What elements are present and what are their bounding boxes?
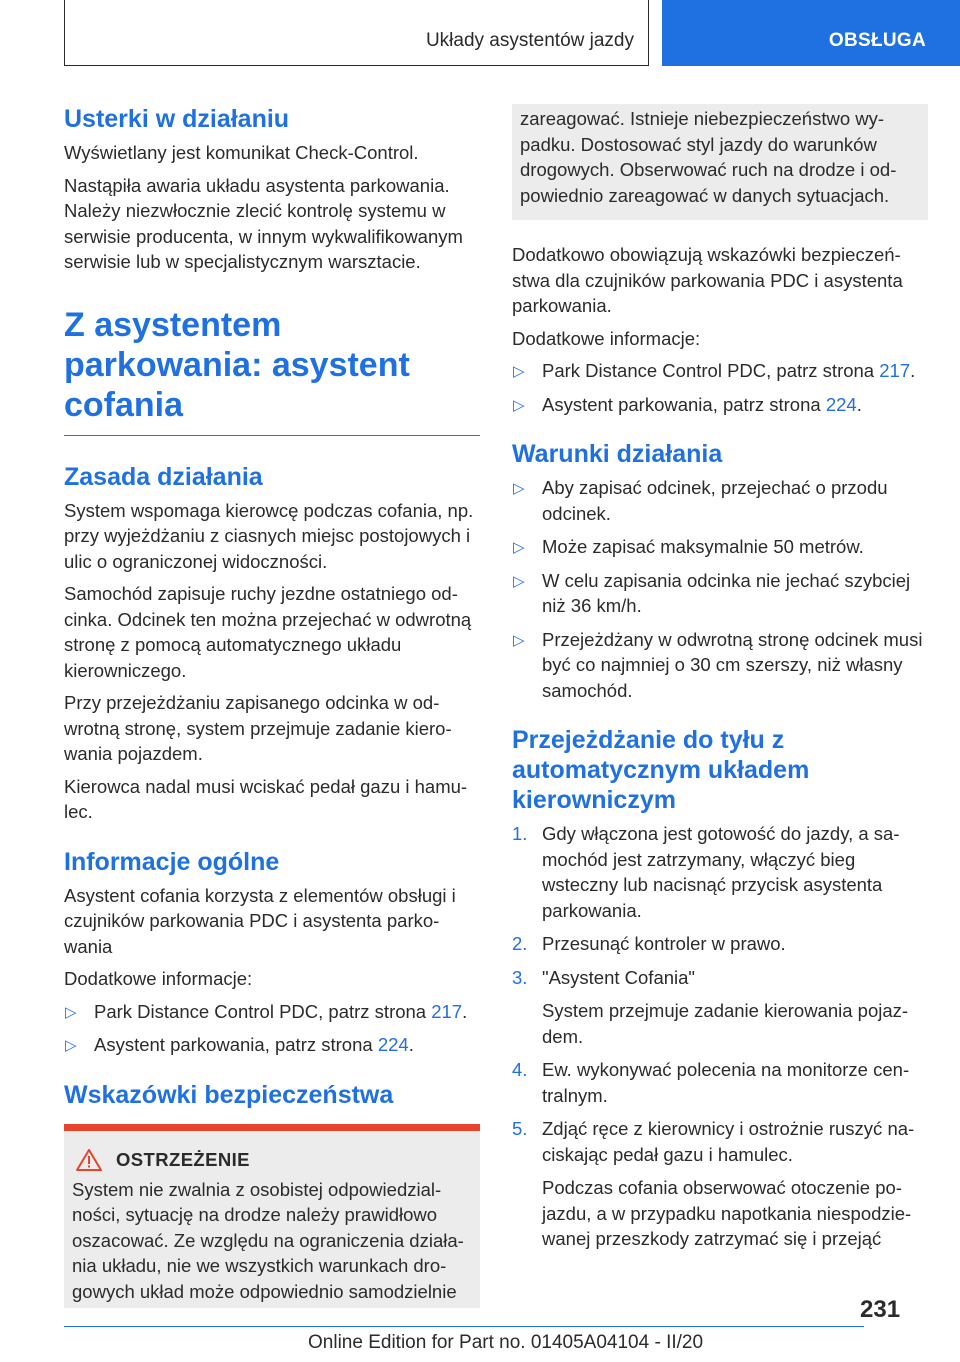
step-detail: Podczas cofania obserwować otoczenie pojazdu, a w przypadku napotkania niespodziewanej przeszkody zatrzymać się i przejąć: [542, 1177, 912, 1249]
steps-list: [512, 821, 928, 990]
list-item: ▷ Przejeżdżany w odwrotną stronę odcinek musi być co najmniej o 30 cm szerszy, niż własny samochód.: [513, 628, 923, 701]
triangle-bullet-icon: ▷: [513, 480, 525, 497]
triangle-bullet-icon: ▷: [65, 1037, 77, 1054]
page-link-224[interactable]: 224: [825, 393, 857, 415]
chapter-tab: [64, 0, 649, 66]
paragraph: Asystent cofania korzysta z elementów obsługi i czujników parkowania PDC i asystenta parkowania: [64, 884, 456, 957]
paragraph: Dodatkowe informacje:: [64, 968, 253, 989]
triangle-bullet-icon: ▷: [65, 1003, 77, 1021]
heading-conditions: Warunki działania: [512, 440, 723, 468]
reference-list: [512, 358, 928, 417]
warning-box-continued: [512, 104, 928, 220]
chapter-title: Układy asystentów jazdy: [425, 30, 634, 51]
list-item: ▷ Park Distance Control PDC, patrz strona 217.: [512, 358, 928, 384]
page-link-217[interactable]: 217: [879, 360, 911, 381]
paragraph: Dodatkowe informacje:: [512, 327, 701, 349]
page-header: [0, 0, 960, 66]
left-column: [64, 104, 480, 1308]
triangle-bullet-icon: ▷: [513, 363, 525, 380]
page-link-217[interactable]: 217: [431, 1000, 463, 1022]
footer-divider: [64, 1326, 864, 1327]
triangle-bullet-icon: ▷: [513, 539, 525, 556]
conditions-list: [512, 475, 928, 703]
paragraph: Kierowca nadal musi wciskać pedał gazu i hamulec.: [64, 775, 468, 822]
steps-list-continued: [512, 1057, 928, 1167]
step-detail: System przejmuje zadanie kierowania pojazdem.: [542, 1000, 909, 1047]
page-number: 231: [860, 1296, 901, 1323]
step-item: 2. Przesunąć kontroler w prawo.: [512, 933, 786, 954]
section-tab: [662, 0, 960, 66]
heading-principle: Zasada działania: [64, 462, 263, 491]
heading-safety: Wskazówki bezpieczeństwa: [64, 1080, 394, 1109]
triangle-bullet-icon: ▷: [513, 396, 525, 414]
paragraph: System wspomaga kierowcę podczas cofania, np. przy wyjeżdżaniu z ciasnych miejsc postojowych i ulic o ograniczonej widoczności.: [64, 499, 474, 572]
paragraph: Dodatkowo obowiązują wskazówki bezpieczeństwa dla czujników parkowania PDC i asystenta parkowania.: [512, 244, 903, 316]
main-heading: Z asystentem parkowania: asystent cofania: [64, 305, 480, 436]
list-item: ▷ Asystent parkowania, patrz strona 224.: [64, 1032, 480, 1058]
reference-list: [64, 999, 480, 1058]
page-link-224[interactable]: 224: [377, 1034, 409, 1055]
right-column: [512, 104, 928, 1260]
heading-general-info: Informacje ogólne: [64, 847, 280, 876]
warning-label: OSTRZEŻENIE: [116, 1148, 250, 1170]
list-item: ▷ W celu zapisania odcinka nie jechać szybciej niż 36 km/h.: [513, 569, 911, 616]
heading-malfunction: Usterki w działaniu: [64, 105, 290, 133]
list-item: ▷ Aby zapisać odcinek, przejechać o przodu odcinek.: [513, 477, 888, 524]
paragraph: Przy przejeżdżaniu zapisanego odcinka w odwrotną stronę, system przejmuje zadanie kierowania pojazdem.: [64, 692, 452, 764]
section-title: OBSŁUGA: [828, 30, 926, 51]
step-item: 1. Gdy włączona jest gotowość do jazdy, a samochód jest zatrzymany, włączyć bieg wsteczny lub nacisnąć przycisk asystenta parkowania.: [512, 823, 900, 921]
list-item: ▷ Asystent parkowania, patrz strona 224.: [512, 392, 928, 418]
warning-header: [72, 1149, 472, 1171]
triangle-bullet-icon: ▷: [513, 631, 525, 649]
list-item: ▷ Może zapisać maksymalnie 50 metrów.: [512, 534, 928, 560]
paragraph: Nastąpiła awaria układu asystenta parkowania. Należy niezwłocznie zlecić kontrolę systemu w serwisie producenta, w innym wykwalifikowanym serwisie lub w specjalistycznym warsztacie.: [64, 174, 463, 272]
warning-text: System nie zwalnia z osobistej odpowiedzialności, sytuację na drodze należy prawidłowo oszacować. Ze względu na ograniczenia działania układu, nie we wszystkich warunkach drogowych układ może odpowiednio samodzielnie: [72, 1178, 464, 1302]
paragraph: Samochód zapisuje ruchy jezdne ostatniego odcinka. Odcinek ten można przejechać w odwrotną stronę z pomocą automatycznego układu kierowniczego.: [64, 583, 472, 681]
paragraph: Wyświetlany jest komunikat Check-Control.: [64, 142, 419, 163]
step-item: 4. Ew. wykonywać polecenia na monitorze centralnym.: [512, 1059, 910, 1106]
warning-triangle-icon: [76, 1149, 102, 1171]
step-item: 5. Zdjąć ręce z kierownicy i ostrożnie ruszyć naciskając pedał gazu i hamulec.: [512, 1118, 915, 1165]
warning-text: zareagować. Istnieje niebezpieczeństwo wypadku. Dostosować styl jazdy do warunków drogowych. Obserwować ruch na drodze i odpowiednio zareagować w danych sytuacjach.: [520, 108, 897, 206]
step-item: 3. "Asystent Cofania": [512, 966, 695, 988]
triangle-bullet-icon: ▷: [513, 572, 525, 590]
warning-box: [64, 1124, 480, 1309]
heading-reversing: Przejeżdżanie do tyłu z automatycznym układem kierowniczym: [512, 726, 810, 814]
footer-edition: Online Edition for Part no. 01405A04104 - II/20: [308, 1332, 704, 1353]
list-item: ▷ Park Distance Control PDC, patrz strona 217.: [64, 999, 480, 1025]
